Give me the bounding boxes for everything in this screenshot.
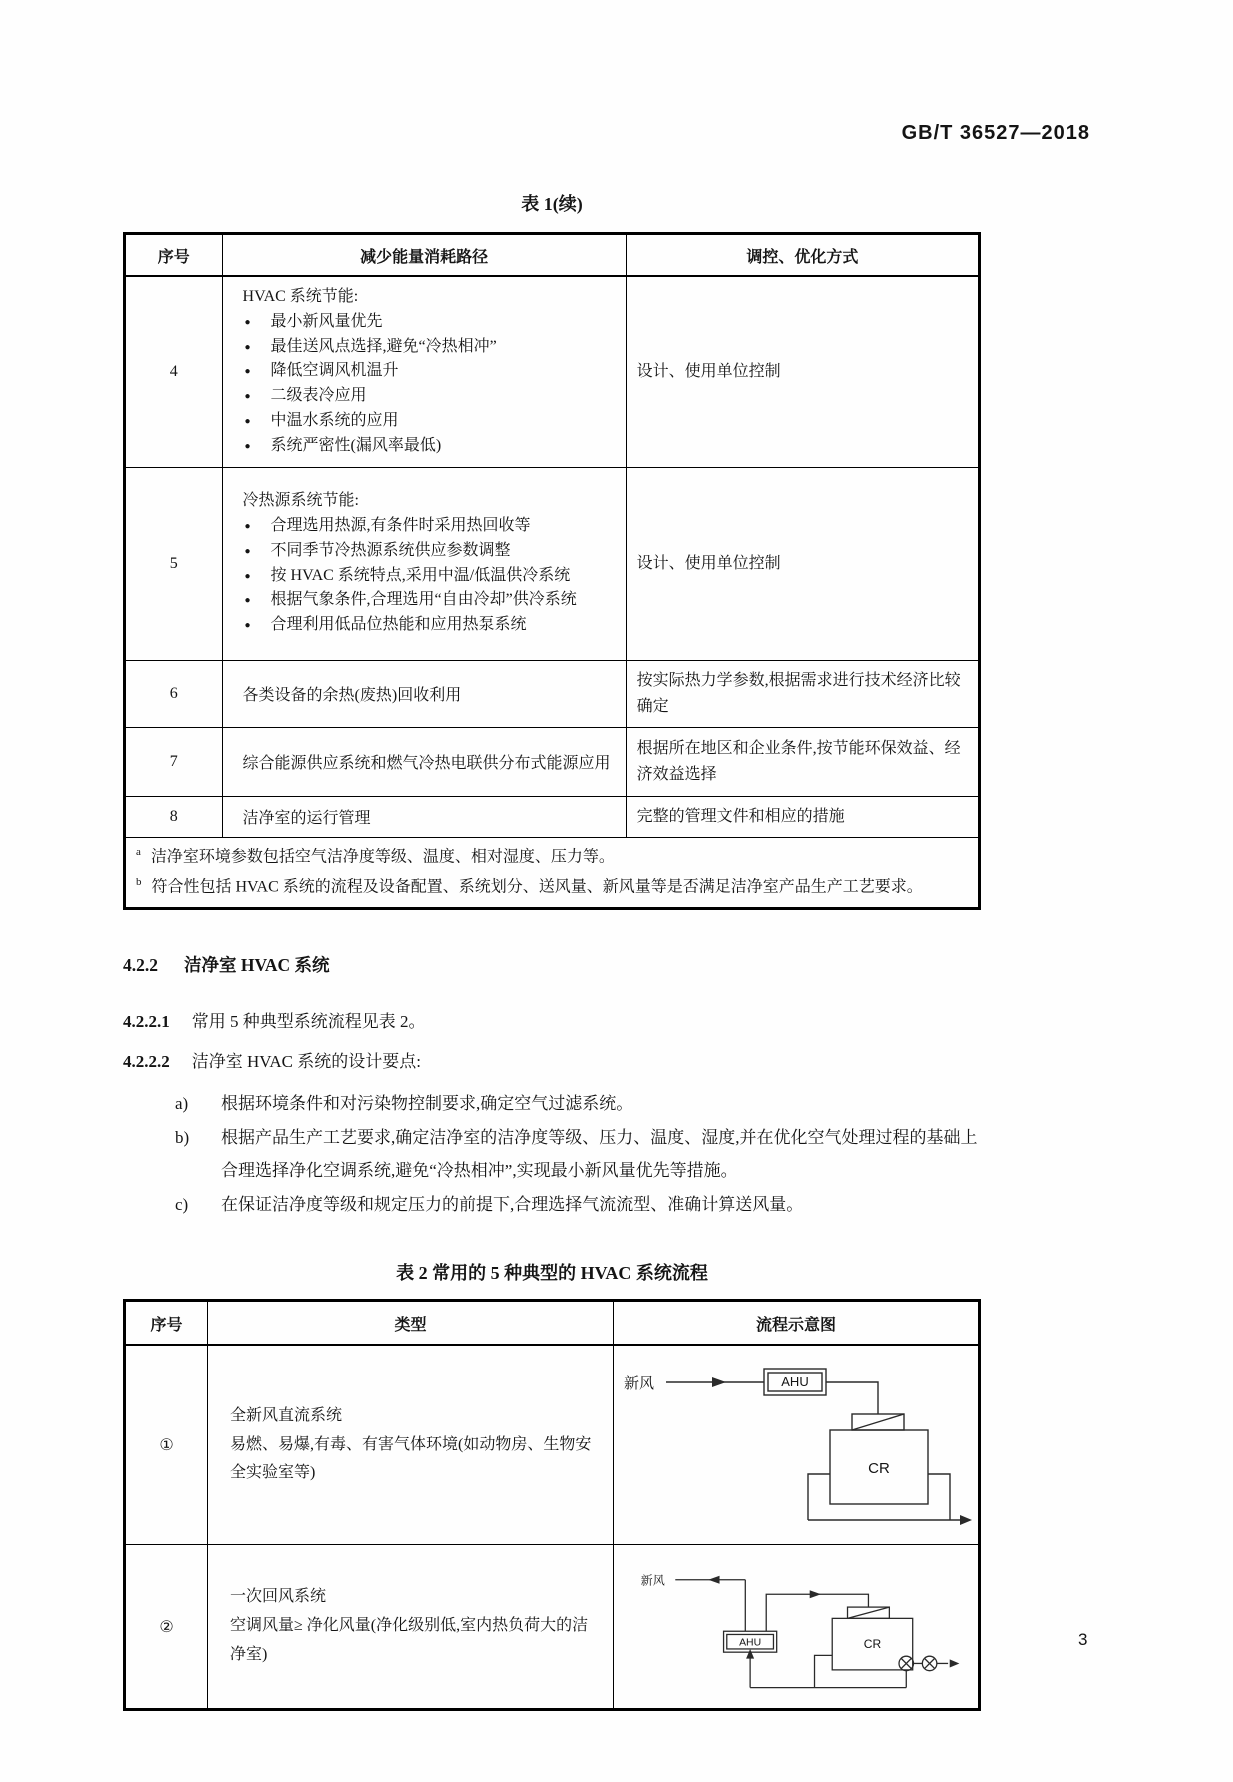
flow-arrow-left-icon xyxy=(708,1576,719,1584)
design-points-list xyxy=(123,1087,981,1222)
table-row xyxy=(125,727,980,796)
row8-method: 完整的管理文件和相应的措施 xyxy=(626,796,979,837)
footnote-b-marker: b xyxy=(136,876,142,889)
footnote-a xyxy=(136,842,968,873)
section-heading xyxy=(123,952,981,977)
item-a-text: 根据环境条件和对污染物控制要求,确定空气过滤系统。 xyxy=(221,1093,634,1113)
row1-diagram xyxy=(613,1345,979,1545)
row4-no: 4 xyxy=(125,276,223,467)
row7-path: 综合能源供应系统和燃气冷热电联供分布式能源应用 xyxy=(222,727,626,796)
row6-path: 各类设备的余热(废热)回收利用 xyxy=(222,660,626,727)
row8-no: 8 xyxy=(125,796,223,837)
table1-col-path: 减少能量消耗路径 xyxy=(222,234,626,277)
ahu-label: AHU xyxy=(781,1373,809,1389)
table-row xyxy=(125,1545,980,1710)
row8-path: 洁净室的运行管理 xyxy=(222,796,626,837)
footnote-b-text: 符合性包括 HVAC 系统的流程及设备配置、系统划分、送风量、新风量等是否满足洁净室产品生产工艺要求。 xyxy=(151,878,923,896)
item-a-marker: a) xyxy=(175,1093,189,1113)
list-item: ● 按 HVAC 系统特点,采用中温/低温供冷系统 xyxy=(243,564,616,589)
full-fresh-air-flow-diagram xyxy=(616,1354,976,1532)
list-item: ● 合理利用低品位热能和应用热泵系统 xyxy=(243,613,616,638)
row5-method: 设计、使用单位控制 xyxy=(626,467,979,660)
table1-footnotes xyxy=(125,837,980,908)
row5-path xyxy=(222,467,626,660)
table2-col-type: 类型 xyxy=(208,1301,614,1346)
row2-type-desc: 空调风量≥ 净化风量(净化级别低,室内热负荷大的洁净室) xyxy=(230,1617,589,1663)
exhaust-arrow-icon xyxy=(950,1659,960,1667)
table1-col-no: 序号 xyxy=(125,234,223,277)
table-row xyxy=(125,660,980,727)
section-item-text: 常用 5 种典型系统流程见表 2。 xyxy=(191,1012,426,1032)
table2-col-no: 序号 xyxy=(125,1301,208,1346)
table2-col-diagram: 流程示意图 xyxy=(613,1301,979,1346)
table-row xyxy=(125,276,980,467)
table-row xyxy=(125,467,980,660)
table2 xyxy=(123,1299,981,1711)
row4-path xyxy=(222,276,626,467)
row4-bullet-list xyxy=(243,310,616,459)
fresh-air-label: 新风 xyxy=(640,1573,665,1588)
page-content xyxy=(123,0,981,1711)
primary-return-air-flow-diagram xyxy=(631,1549,961,1699)
list-item: ● 合理选用热源,有条件时采用热回收等 xyxy=(243,514,616,539)
list-item: ● 最小新风量优先 xyxy=(243,310,616,335)
item-c-marker: c) xyxy=(175,1194,189,1214)
list-item: ● 系统严密性(漏风率最低) xyxy=(243,434,616,459)
supply-arrow-icon xyxy=(810,1590,821,1598)
list-item: ● 降低空调风机温升 xyxy=(243,359,616,384)
cleanroom-label: CR xyxy=(863,1637,882,1652)
list-item: ● 最佳送风点选择,避免“冷热相冲” xyxy=(243,335,616,360)
flow-arrow-right-icon xyxy=(712,1377,726,1387)
table-row xyxy=(125,1345,980,1545)
section-item-number: 4.2.2.2 xyxy=(123,1051,170,1071)
row5-no: 5 xyxy=(125,467,223,660)
table1-footnote-row xyxy=(125,837,980,908)
table1-col-method: 调控、优化方式 xyxy=(626,234,979,277)
list-item: ● 不同季节冷热源系统供应参数调整 xyxy=(243,539,616,564)
row1-type-desc: 易燃、易爆,有毒、有害气体环境(如动物房、生物安全实验室等) xyxy=(230,1435,592,1482)
cleanroom-label: CR xyxy=(868,1459,890,1477)
standard-number: GB/T 36527—2018 xyxy=(901,122,1090,144)
footnote-a-text: 洁净室环境参数包括空气洁净度等级、温度、相对湿度、压力等。 xyxy=(150,847,615,865)
return-arrow-up-icon xyxy=(746,1649,754,1659)
item-c-text: 在保证洁净度等级和规定压力的前提下,合理选择气流流型、准确计算送风量。 xyxy=(221,1194,804,1214)
row5-path-intro: 冷热源系统节能: xyxy=(242,492,359,510)
fresh-air-label: 新风 xyxy=(623,1374,654,1392)
table1 xyxy=(123,232,981,910)
section-item-text: 洁净室 HVAC 系统的设计要点: xyxy=(191,1051,421,1071)
table2-title: 表 2 常用的 5 种典型的 HVAC 系统流程 xyxy=(396,1263,708,1284)
row5-bullet-list xyxy=(243,514,616,638)
list-item-a xyxy=(123,1087,981,1120)
item-b-text: 根据产品生产工艺要求,确定洁净室的洁净度等级、压力、温度、湿度,并在优化空气处理过程的基础上合理选择净化空调系统,避免“冷热相冲”,实现最小新风量优先等措施。 xyxy=(221,1127,978,1180)
list-item: ● 中温水系统的应用 xyxy=(243,409,616,434)
row2-type-title: 一次回风系统 xyxy=(230,1588,327,1606)
footnote-a-marker: a xyxy=(136,845,141,858)
section-item-4221 xyxy=(123,1007,981,1037)
footnote-b xyxy=(136,872,968,903)
row4-path-intro: HVAC 系统节能: xyxy=(242,288,359,305)
list-item-c xyxy=(123,1188,981,1221)
row1-type xyxy=(208,1345,614,1545)
row6-no: 6 xyxy=(125,660,223,727)
list-item: ● 根据气象条件,合理选用“自由冷却”供冷系统 xyxy=(243,588,616,613)
list-item: ● 二级表冷应用 xyxy=(243,384,616,409)
section-item-number: 4.2.2.1 xyxy=(123,1012,170,1032)
table1-title: 表 1(续) xyxy=(521,194,583,214)
ahu-label: AHU xyxy=(739,1637,762,1649)
row7-method: 根据所在地区和企业条件,按节能环保效益、经济效益选择 xyxy=(626,727,979,796)
table1-header-row xyxy=(125,234,980,277)
item-b-marker: b) xyxy=(175,1127,190,1147)
section-item-4222 xyxy=(123,1047,981,1077)
row6-method: 按实际热力学参数,根据需求进行技术经济比较确定 xyxy=(626,660,979,727)
row1-no: ① xyxy=(125,1345,208,1545)
row2-no: ② xyxy=(125,1545,208,1710)
row1-type-title: 全新风直流系统 xyxy=(230,1406,343,1424)
row2-diagram xyxy=(613,1545,979,1710)
table2-header-row xyxy=(125,1301,980,1346)
section-4-2-2 xyxy=(123,952,981,1221)
section-heading-text: 洁净室 HVAC 系统 xyxy=(184,955,330,976)
list-item-b xyxy=(123,1121,981,1187)
table-row xyxy=(125,796,980,837)
exhaust-arrow-icon xyxy=(960,1515,972,1525)
row4-method: 设计、使用单位控制 xyxy=(626,276,979,467)
page-number: 3 xyxy=(1078,1630,1088,1649)
row2-type xyxy=(208,1545,614,1710)
row7-no: 7 xyxy=(125,727,223,796)
section-heading-number: 4.2.2 xyxy=(123,955,158,976)
